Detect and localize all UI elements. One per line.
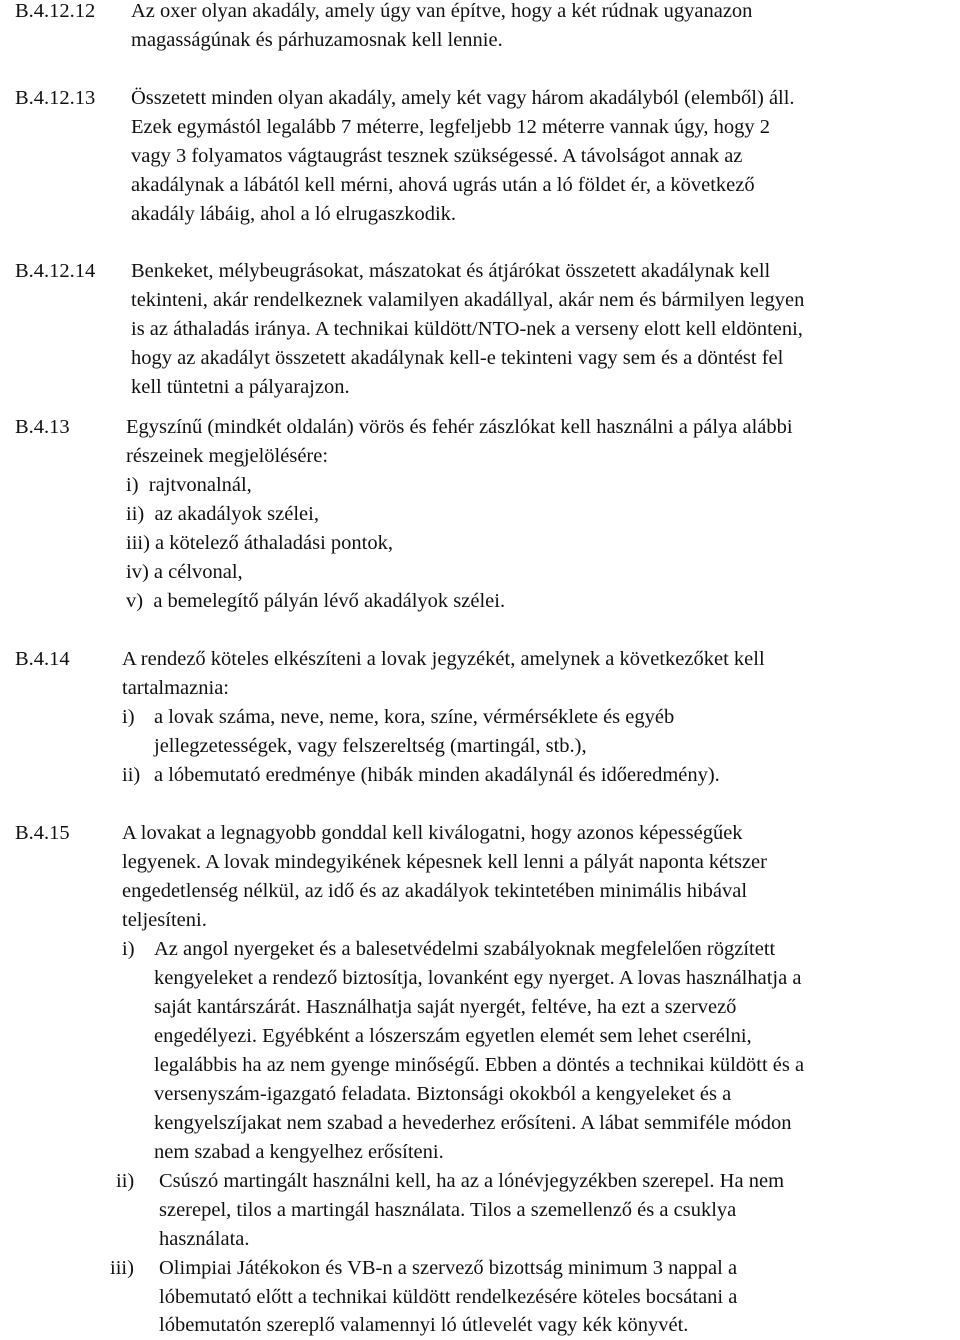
list-item-line: Az angol nyergeket és a balesetvédelmi szabályoknak megfelelően rögzített: [154, 938, 776, 960]
section-number: B.4.13: [15, 416, 70, 438]
list-item-line: Csúszó martingált használni kell, ha az a lónévjegyzékben szerepel. Ha nem: [159, 1170, 785, 1192]
list-item: iii) a kötelező áthaladási pontok,: [126, 532, 393, 554]
paragraph-line: vagy 3 folyamatos vágtaugrást tesznek szükségessé. A távolságot annak az: [131, 145, 743, 167]
list-item: v) a bemelegítő pályán lévő akadályok szélei.: [126, 590, 506, 612]
list-item-line: nem szabad a kengyelhez erősíteni.: [154, 1141, 444, 1163]
list-item-line: használata.: [159, 1228, 250, 1250]
paragraph-line: tekinteni, akár rendelkeznek valamilyen akadállyal, akár nem és bármilyen legyen: [131, 289, 805, 311]
paragraph-line: akadálynak a lábától kell mérni, ahová ugrás után a ló földet ér, a következő: [131, 174, 755, 196]
paragraph-line: Ezek egymástól legalább 7 méterre, legfeljebb 12 méterre vannak úgy, hogy 2: [131, 116, 771, 138]
paragraph-line: legyenek. A lovak mindegyikének képesnek kell lenni a pályát naponta kétszer: [122, 851, 767, 873]
list-marker: i): [122, 938, 135, 960]
list-item-line: legalábbis ha az nem gyenge minőségű. Ebben a döntés a technikai küldött és a: [154, 1054, 805, 1076]
paragraph-line: Egyszínű (mindkét oldalán) vörös és fehér zászlókat kell használni a pálya alábbi: [126, 416, 793, 438]
paragraph-line: Az oxer olyan akadály, amely úgy van építve, hogy a két rúdnak ugyanazon: [131, 0, 753, 22]
list-item-line: saját kantárszárát. Használhatja saját nyergét, feltéve, ha ezt a szervező: [154, 996, 737, 1018]
list-marker: i): [122, 706, 135, 728]
list-item: ii) az akadályok szélei,: [126, 503, 319, 525]
list-item-line: jellegzetességek, vagy felszereltség (martingál, stb.),: [154, 735, 587, 757]
paragraph-line: teljesíteni.: [122, 909, 207, 931]
list-item-line: lóbemutatón szereplő valamennyi ló útlevelét vagy kék könyvét.: [159, 1314, 689, 1336]
paragraph-line: A lovakat a legnagyobb gonddal kell kiválogatni, hogy azonos képességűek: [122, 822, 743, 844]
paragraph-line: engedetlenség nélkül, az idő és az akadályok tekintetében minimális hibával: [122, 880, 748, 902]
section-number: B.4.15: [15, 822, 70, 844]
list-item-line: engedélyezi. Egyébként a lószerszám egyetlen elemét sem lehet cserélni,: [154, 1025, 752, 1047]
list-marker: ii): [122, 764, 141, 786]
list-item-line: versenyszám-igazgató feladata. Biztonsági okokból a kengyeleket és a: [154, 1083, 732, 1105]
list-item-line: lóbemutató előtt a technikai küldött rendelkezésére köteles bocsátani a: [159, 1286, 738, 1308]
section-number: B.4.12.14: [15, 260, 96, 282]
paragraph-line: kell tüntetni a pályarajzon.: [131, 376, 350, 398]
paragraph-line: A rendező köteles elkészíteni a lovak jegyzékét, amelynek a következőket kell: [122, 648, 765, 670]
list-item-line: kengyelszíjakat nem szabad a hevederhez erősíteni. A lábat semmiféle módon: [154, 1112, 792, 1134]
list-item-line: szerepel, tilos a martingál használata. Tilos a szemellenző és a csuklya: [159, 1199, 737, 1221]
section-number: B.4.12.12: [15, 0, 96, 22]
list-item-line: kengyeleket a rendező biztosítja, lovanként egy nyerget. A lovas használhatja a: [154, 967, 802, 989]
paragraph-line: akadály lábáig, ahol a ló elrugaszkodik.: [131, 203, 457, 225]
paragraph-line: tartalmaznia:: [122, 677, 229, 699]
paragraph-line: Összetett minden olyan akadály, amely két vagy három akadályból (elemből) áll.: [131, 87, 795, 109]
list-marker: ii): [116, 1170, 135, 1192]
section-number: B.4.14: [15, 648, 70, 670]
section-number: B.4.12.13: [15, 87, 96, 109]
paragraph-line: is az áthaladás iránya. A technikai küldött/NTO-nek a verseny elott kell eldönteni,: [131, 318, 803, 340]
list-item: iv) a célvonal,: [126, 561, 243, 583]
list-item: i) rajtvonalnál,: [126, 474, 252, 496]
list-item-line: a lovak száma, neve, neme, kora, színe, vérmérséklete és egyéb: [154, 706, 675, 728]
list-item-line: a lóbemutató eredménye (hibák minden akadálynál és időeredmény).: [154, 764, 720, 786]
paragraph-line: hogy az akadályt összetett akadálynak kell-e tekinteni vagy sem és a döntést fel: [131, 347, 784, 369]
list-item-line: Olimpiai Játékokon és VB-n a szervező bizottság minimum 3 nappal a: [159, 1257, 738, 1279]
paragraph-line: magasságúnak és párhuzamosnak kell lennie.: [131, 29, 503, 51]
paragraph-line: Benkeket, mélybeugrásokat, mászatokat és átjárókat összetett akadálynak kell: [131, 260, 771, 282]
list-marker: iii): [110, 1257, 134, 1279]
paragraph-line: részeinek megjelölésére:: [126, 445, 329, 467]
